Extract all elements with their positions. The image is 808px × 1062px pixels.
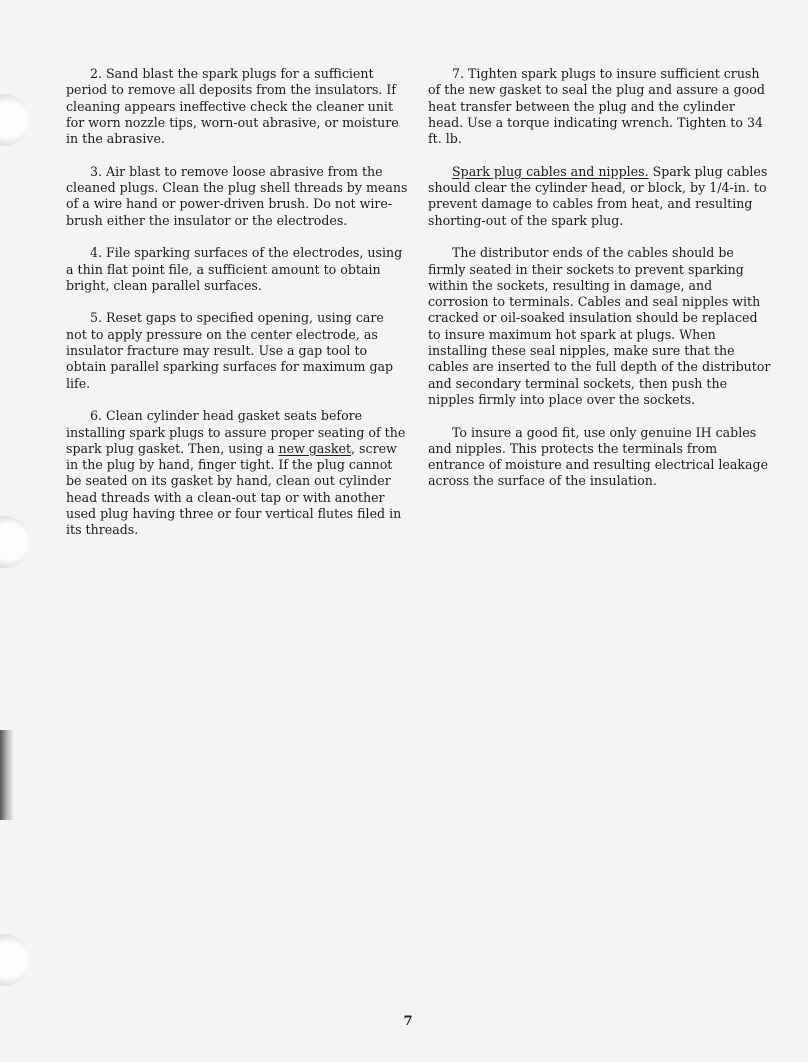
step-3-paragraph: 3. Air blast to remove loose abrasive from the cleaned plugs. Clean the plug shell threads by means of a wire hand or power-driven brush. Do not wire-brush either the insulator or the electrodes. (66, 163, 408, 228)
right-column (428, 66, 772, 506)
left-column (66, 66, 408, 555)
step-4-paragraph: 4. File sparking surfaces of the electrodes, using a thin flat point file, a sufficient amount to obtain bright, clean parallel surfaces. (66, 245, 403, 293)
step-5-paragraph: 5. Reset gaps to specified opening, using care not to apply pressure on the center electrode, as insulator fracture may result. Use a gap tool to obtain parallel sparking surfaces for maximum gap life. (66, 310, 394, 391)
step-6-paragraph (66, 408, 408, 538)
step-7-paragraph: 7. Tighten spark plugs to insure sufficient crush of the new gasket to seal the plug and assure a good heat transfer between the plug and the cylinder head. Use a torque indicating wrench. Tighten to 34 ft. lb. (428, 66, 765, 147)
page-edge-shadow (0, 730, 14, 820)
cables-paragraph (428, 164, 772, 229)
distributor-paragraph: The distributor ends of the cables should be firmly seated in their sockets to prevent sparking within the sockets, resulting in damage, and corrosion to terminals. Cables and seal nipples with cracked or oil-soaked insulation should be replaced to insure maximum hot spark at plugs. When installing these seal nipples, make sure that the cables are inserted to the full depth of the distributor and secondary terminal sockets, then push the nipples firmly into place over the sockets. (428, 245, 771, 407)
new-gasket-emphasis: new gasket (278, 440, 352, 456)
binder-hole-middle (0, 516, 30, 568)
binder-hole-bottom (0, 934, 30, 986)
cables-text: Spark plug cables should clear the cylinder head, or block, by 1/4-in. to prevent damage to cables from heat, and resulting shorting-out of the spark plug. (428, 163, 768, 228)
binder-hole-top (0, 94, 30, 146)
genuine-parts-paragraph: To insure a good fit, use only genuine IH cables and nipples. This protects the terminals from entrance of moisture and resulting electrical leakage across the surface of the insulation. (428, 424, 769, 489)
step-6-text-start: 6. Clean cylinder head gasket seats before installing spark plugs to assure proper seating of the spark plug gasket. Then, using a (66, 408, 406, 456)
cables-heading: Spark plug cables and nipples. (452, 163, 649, 179)
step-2-paragraph: 2. Sand blast the spark plugs for a sufficient period to remove all deposits from the insulators. If cleaning appears ineffective check the cleaner unit for worn nozzle tips, worn-out abrasive, or moisture in the abrasive. (66, 66, 399, 147)
step-6-text-end: , screw in the plug by hand, finger tight. If the plug cannot be seated on its gasket by hand, clean out cylinder head threads with a clean-out tap or with another used plug having three or four vertical flutes filed in its threads. (66, 440, 402, 538)
page-number: 7 (403, 1014, 413, 1029)
